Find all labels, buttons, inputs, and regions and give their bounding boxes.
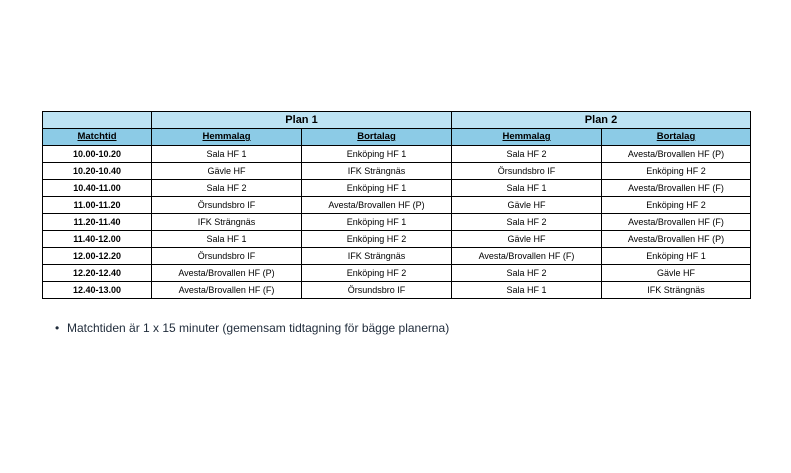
column-header-plan2-hemmalag: Hemmalag <box>452 129 602 146</box>
column-header-plan1-hemmalag: Hemmalag <box>152 129 302 146</box>
column-header-row <box>43 129 751 146</box>
plan1-home-team-cell: IFK Strängnäs <box>152 214 302 231</box>
plan2-home-team-cell: Gävle HF <box>452 197 602 214</box>
match-time-cell: 12.00-12.20 <box>43 248 152 265</box>
match-time-cell: 11.40-12.00 <box>43 231 152 248</box>
table-row <box>43 231 751 248</box>
plan1-away-team-cell: Enköping HF 1 <box>302 214 452 231</box>
plan2-home-team-cell: Sala HF 1 <box>452 180 602 197</box>
plan1-home-team-cell: Örsundsbro IF <box>152 248 302 265</box>
bullet-icon: • <box>55 321 60 335</box>
plan2-away-team-cell: Avesta/Brovallen HF (P) <box>602 231 751 248</box>
plan2-away-team-cell: Gävle HF <box>602 265 751 282</box>
plan2-home-team-cell: Sala HF 1 <box>452 282 602 299</box>
match-schedule-table <box>42 111 751 299</box>
plan1-away-team-cell: Enköping HF 1 <box>302 180 452 197</box>
table-row <box>43 197 751 214</box>
plan1-away-team-cell: IFK Strängnäs <box>302 163 452 180</box>
match-time-cell: 12.20-12.40 <box>43 265 152 282</box>
column-header-plan1-bortalag: Bortalag <box>302 129 452 146</box>
table-row <box>43 163 751 180</box>
plan1-away-team-cell: Örsundsbro IF <box>302 282 452 299</box>
match-time-cell: 11.20-11.40 <box>43 214 152 231</box>
match-time-cell: 11.00-11.20 <box>43 197 152 214</box>
plan2-away-team-cell: Avesta/Brovallen HF (F) <box>602 180 751 197</box>
match-time-cell: 12.40-13.00 <box>43 282 152 299</box>
plan1-away-team-cell: Enköping HF 1 <box>302 146 452 163</box>
note-text: Matchtiden är 1 x 15 minuter (gemensam tidtagning för bägge planerna) <box>67 321 450 335</box>
plan1-away-team-cell: IFK Strängnäs <box>302 248 452 265</box>
plan2-away-team-cell: Avesta/Brovallen HF (F) <box>602 214 751 231</box>
plan2-away-team-cell: IFK Strängnäs <box>602 282 751 299</box>
table-row <box>43 146 751 163</box>
plan2-home-team-cell: Sala HF 2 <box>452 146 602 163</box>
plan2-home-team-cell: Gävle HF <box>452 231 602 248</box>
plan-header-row <box>43 112 751 129</box>
plan2-away-team-cell: Enköping HF 1 <box>602 248 751 265</box>
plan2-away-team-cell: Enköping HF 2 <box>602 197 751 214</box>
table-row <box>43 282 751 299</box>
plan1-away-team-cell: Enköping HF 2 <box>302 231 452 248</box>
note-item <box>55 321 449 335</box>
column-header-plan2-bortalag: Bortalag <box>602 129 751 146</box>
plan2-home-team-cell: Avesta/Brovallen HF (F) <box>452 248 602 265</box>
plan1-home-team-cell: Avesta/Brovallen HF (P) <box>152 265 302 282</box>
table-row <box>43 265 751 282</box>
match-time-cell: 10.00-10.20 <box>43 146 152 163</box>
plan1-home-team-cell: Örsundsbro IF <box>152 197 302 214</box>
plan1-home-team-cell: Gävle HF <box>152 163 302 180</box>
plan2-home-team-cell: Sala HF 2 <box>452 214 602 231</box>
plan2-away-team-cell: Avesta/Brovallen HF (P) <box>602 146 751 163</box>
plan1-away-team-cell: Avesta/Brovallen HF (P) <box>302 197 452 214</box>
plan1-home-team-cell: Avesta/Brovallen HF (F) <box>152 282 302 299</box>
plan2-home-team-cell: Örsundsbro IF <box>452 163 602 180</box>
table-row <box>43 214 751 231</box>
schedule-body <box>43 146 751 299</box>
match-time-cell: 10.40-11.00 <box>43 180 152 197</box>
table-row <box>43 248 751 265</box>
plan1-away-team-cell: Enköping HF 2 <box>302 265 452 282</box>
notes-list <box>55 321 449 335</box>
plan-2-header: Plan 2 <box>452 112 751 129</box>
plan2-home-team-cell: Sala HF 2 <box>452 265 602 282</box>
plan2-away-team-cell: Enköping HF 2 <box>602 163 751 180</box>
plan-1-header: Plan 1 <box>152 112 452 129</box>
column-header-matchtid: Matchtid <box>43 129 152 146</box>
plan1-home-team-cell: Sala HF 2 <box>152 180 302 197</box>
table-row <box>43 180 751 197</box>
empty-corner-cell <box>43 112 152 129</box>
plan1-home-team-cell: Sala HF 1 <box>152 231 302 248</box>
match-time-cell: 10.20-10.40 <box>43 163 152 180</box>
plan1-home-team-cell: Sala HF 1 <box>152 146 302 163</box>
